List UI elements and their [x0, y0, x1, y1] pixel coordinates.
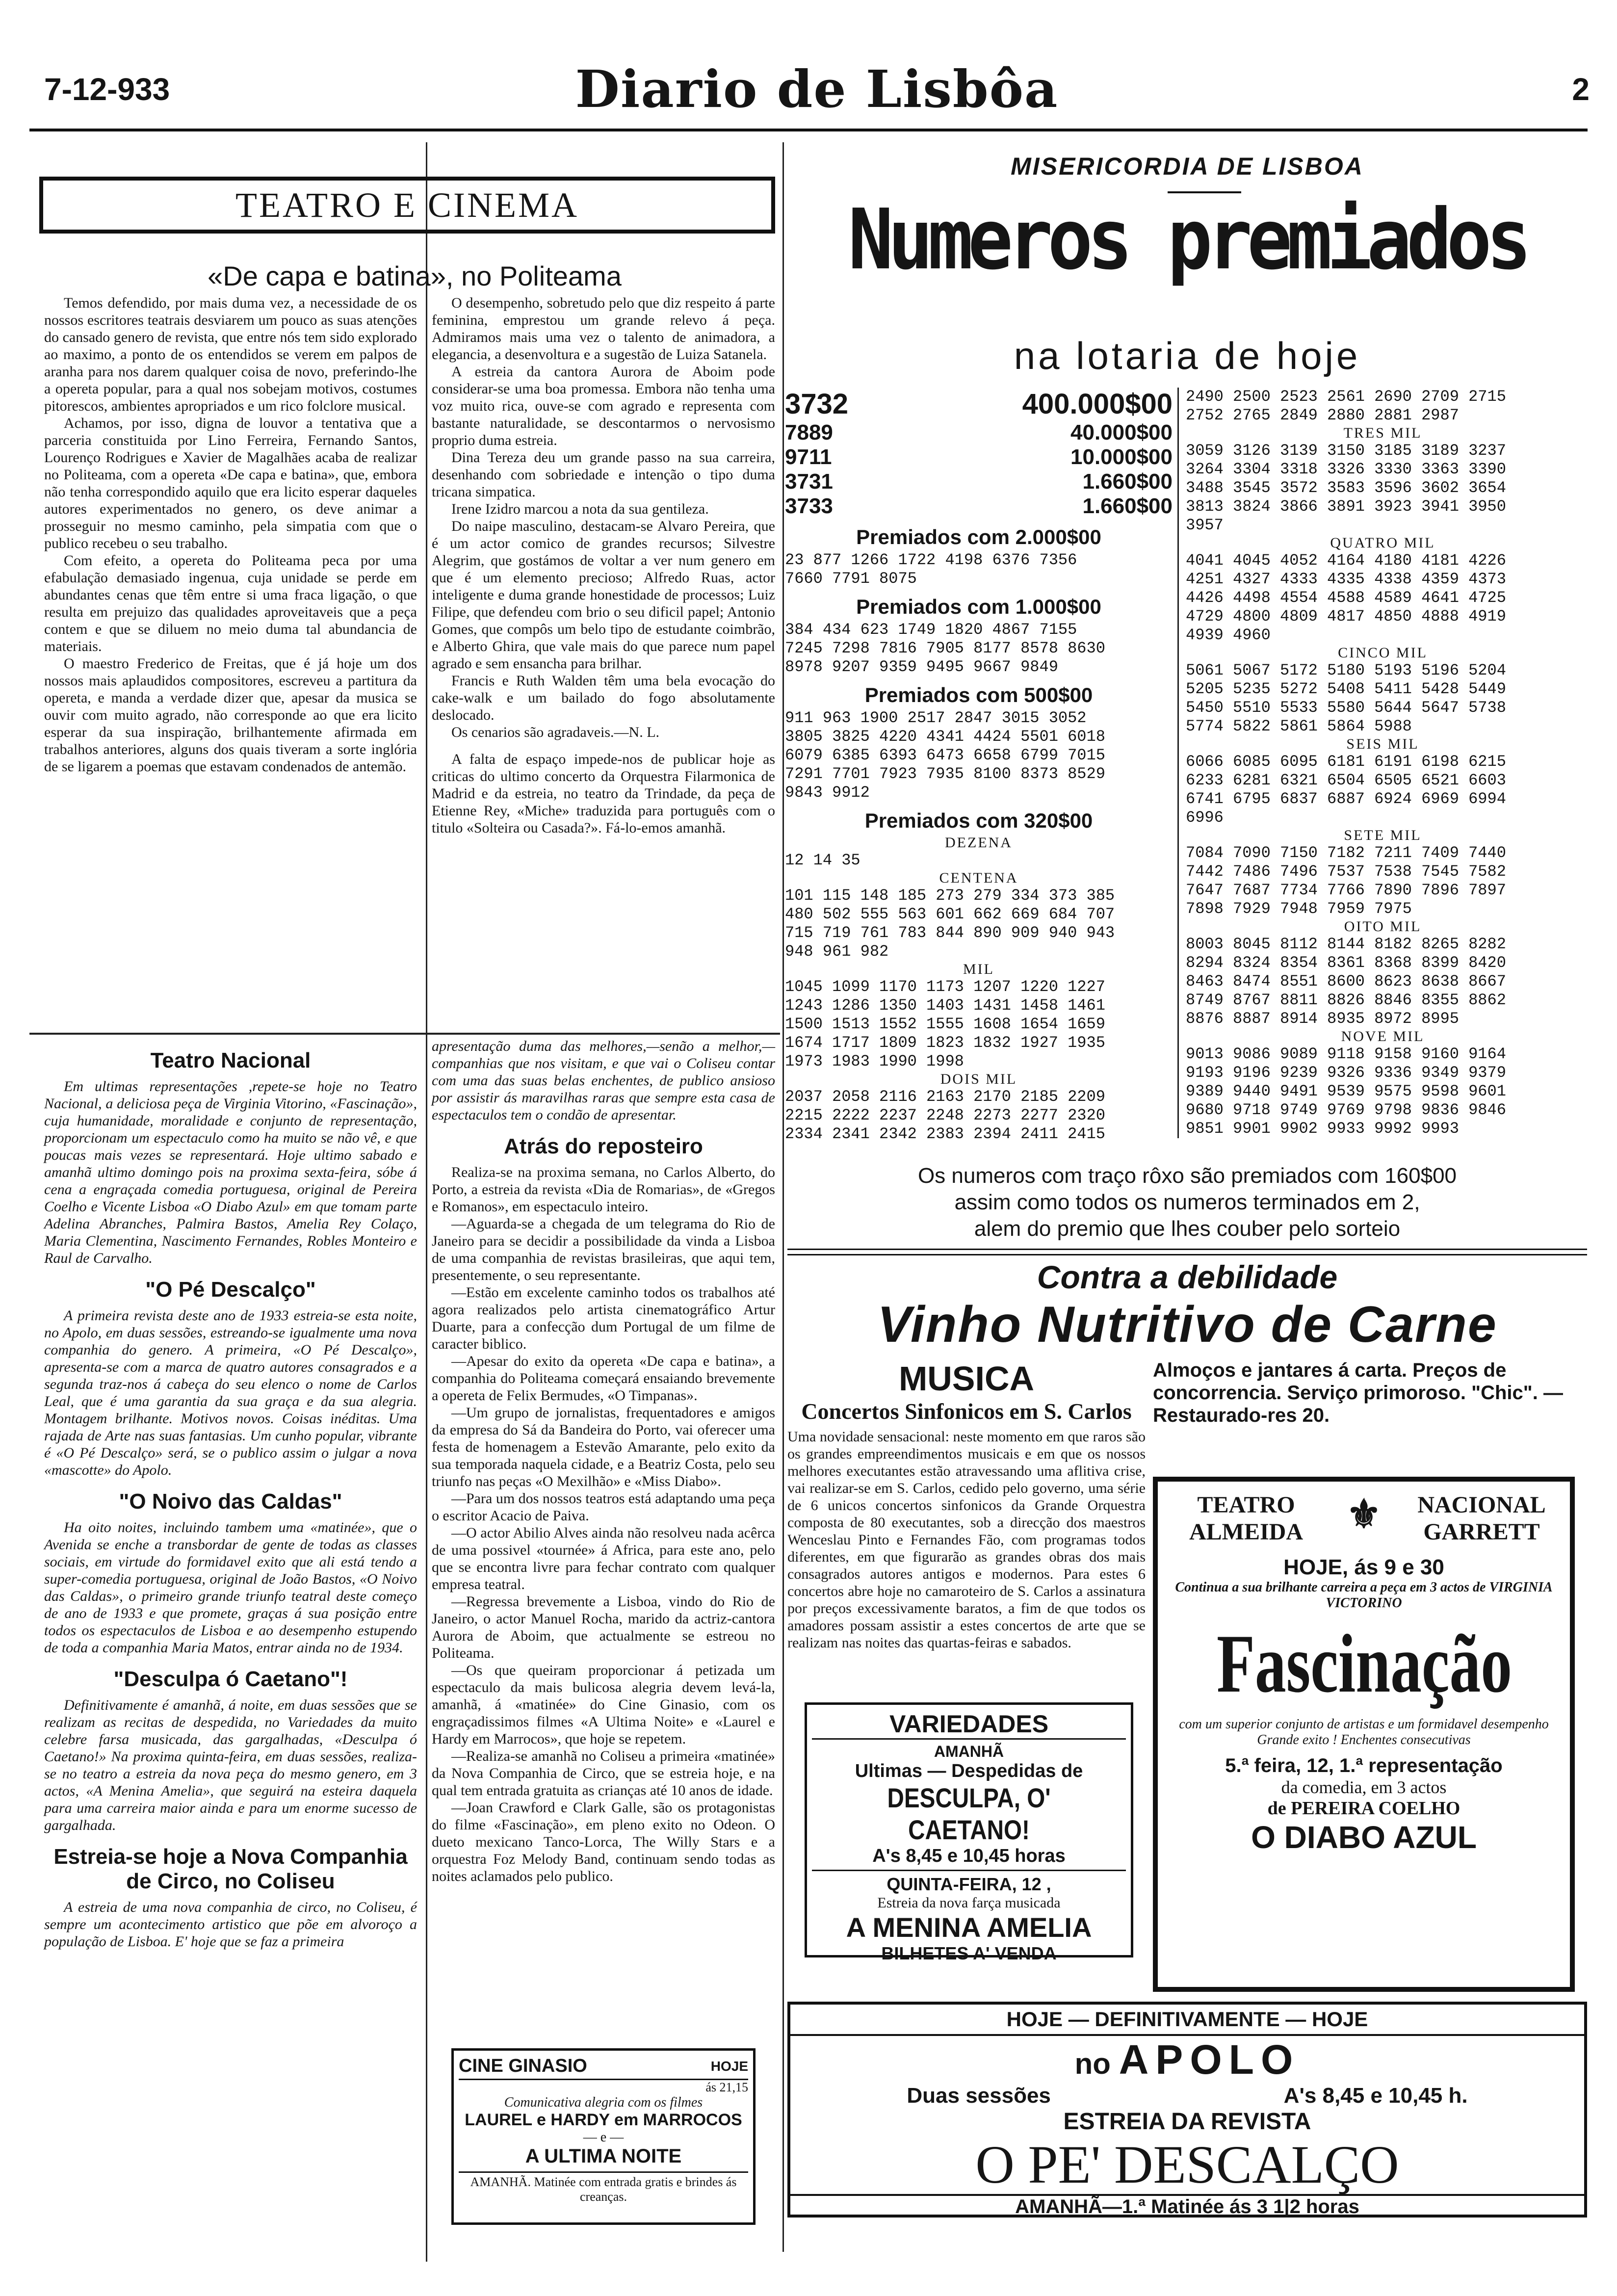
number-line: 9851 9901 9902 9933 9992 9993 [1186, 1120, 1459, 1138]
desculpa-caetano-heading: "Desculpa ó Caetano"! [113, 1667, 348, 1691]
number-line: 1045 1099 1170 1173 1207 1220 1227 [785, 978, 1105, 996]
number-line: 2215 2222 2237 2248 2273 2277 2320 [785, 1106, 1105, 1124]
diabo-azul-title: O DIABO AZUL [1251, 1820, 1477, 1855]
paragraph: A falta de espaço impede-nos de publicar hoje as criticas do ultimo concerto da Orquestra Filarmonica de Madrid e da estreia, no teatro da Trindade, da peça de Etienne Rey, «Miche» traduzida para português com o titulo «Solteira ou Casada?». Fá-lo-emos amanhã. [432, 751, 775, 836]
number-line: 7660 7791 8075 [785, 570, 917, 588]
masthead [44, 59, 1590, 123]
vinho-ad [787, 1258, 1587, 1354]
prize-row [785, 388, 1173, 420]
number-line: 384 434 623 1749 1820 4867 7155 [785, 621, 1077, 639]
number-line: 9680 9718 9749 9769 9798 9836 9846 [1186, 1101, 1506, 1119]
paragraph: Dina Tereza deu um grande passo na sua carreira, desenhando com sobriedade e intenção o tipo duma tricana simpatica. [432, 449, 775, 500]
pe-descalco-heading: "O Pé Descalço" [145, 1278, 316, 1302]
category-heading: NOVE MIL [1341, 1028, 1425, 1044]
paragraph: O maestro Frederico de Freitas, que é já hoje um dos nossos mais aplaudidos compositores, escreveu a partitura da opereta, e manda a verdade dizer que, apesar da musica se ouvir com muito agrado, não corresponde ao que era licito esperar da sua inspiração, brilhantemente afirmada em trabalhos anteriores, alguns dos quais tiveram a sorte inglória de se ligarem a poemas que estavam condenados de antemão. [44, 655, 417, 775]
category-heading: SEIS MIL [1346, 736, 1419, 752]
number-line: 3957 [1186, 516, 1224, 534]
number-line: 6079 6385 6393 6473 6658 6799 7015 [785, 746, 1105, 764]
number-line: 6741 6795 6837 6887 6924 6969 6994 [1186, 790, 1506, 808]
paragraph: —Joan Crawford e Clark Galle, são os protagonistas do filme «Fascinação», em pleno exito no Odeon. O dueto mexicano Tanco-Lorca, The Willy Stars e a orquestra Foz Melody Band, continuam sendo todas as noites aclamados pelo publico. [432, 1800, 775, 1884]
apolo-name: APOLO [1119, 2036, 1300, 2083]
crest-icon: ⚜ [1346, 1493, 1382, 1537]
apolo-ad [787, 2002, 1587, 2218]
number-line: 9389 9440 9491 9539 9575 9598 9601 [1186, 1082, 1506, 1100]
number-line: 6996 [1186, 809, 1224, 827]
prize-number: 3733 [785, 494, 833, 518]
paragraph: —Apesar do exito da opereta «De capa e batina», a companhia do Politeama começará ensaiando brevemente a opereta de Felix Bermudes, «O Timpanas». [432, 1353, 775, 1404]
number-line: 7442 7486 7496 7537 7538 7545 7582 [1186, 862, 1506, 881]
ad-text: QUINTA-FEIRA, 12 , [887, 1874, 1051, 1894]
paragraph: Ha oito noites, incluindo tambem uma «matinée», que o Avenida se enche a transbordar de gente de todas as classes sociais, em virtude do formidavel exito que ali está tendo a super-comedia portuguesa, original de João Bastos, «O Noivo das Caldas», o primeiro grande triunfo teatral deste começo de ano de 1933 e que promete, graças á sua posição entre todos os espectaculos de Lisboa e ao desempenho estupendo de toda a companhia Maria Matos, entrar ainda no de 1934. [44, 1519, 417, 1656]
cine-and: — e — [583, 2130, 624, 2145]
number-line: 9013 9086 9089 9118 9158 9160 9164 [1186, 1045, 1506, 1063]
ad-text: AMANHÃ—1.ª Matinée ás 3 1|2 horas [790, 2194, 1584, 2218]
paragraph: Achamos, por isso, digna de louvor a tentativa que a parceria constituida por Lino Ferreira, Fernando Santos, Lourenço Rodrigues e Xavier de Magalhães acaba de realizar no Politeama, com a opereta «De capa e batina», que, embora não tenha correspondido aquilo que era licito esperar daqueles autores experimentados no genero, os deve animar a prosseguir no mesmo caminho, pela simpatia com que o publico recebeu o seu trabalho. [44, 415, 417, 551]
prize-number: 3732 [785, 388, 849, 420]
ad-text: A's 8,45 e 10,45 horas [812, 1846, 1126, 1871]
teatro-column-1 [44, 294, 417, 775]
number-line: 3805 3825 4220 4341 4424 5501 6018 [785, 728, 1105, 746]
number-line: 4729 4800 4809 4817 4850 4888 4919 [1186, 607, 1506, 626]
footnote-line: Os numeros com traço rôxo são premiados com 160$00 [917, 1164, 1457, 1188]
paragraph: Do naipe masculino, destacam-se Alvaro Pereira, que é um actor comico de grandes recursos; Silvestre Alegrim, que gostámos de voltar a ver num genero em que é um elemento precioso; Alfredo Ruas, actor inteligente e duma grande honestidade de processos; Luiz Filipe, que defendeu com brio o seu dificil papel; Antonio Gomes, que compôs um belo tipo de estudante coimbrão, e Alberto Ghira, que vale mais do que parece num papel agrado e sem ensancha para brilhar. [432, 518, 775, 672]
number-line: 1243 1286 1350 1403 1431 1458 1461 [785, 996, 1105, 1015]
number-line: 7291 7701 7923 7935 8100 8373 8529 [785, 765, 1105, 783]
column-divider [426, 1035, 427, 2262]
lotaria-left-column [785, 388, 1173, 1144]
numeros-premiados-title: Numeros premiados [848, 191, 1527, 288]
politeama-subhead: «De capa e batina», no Politeama [208, 261, 622, 291]
number-line: 9843 9912 [785, 783, 870, 802]
number-line: 101 115 148 185 273 279 334 373 385 [785, 887, 1115, 905]
number-line: 715 719 761 783 844 890 909 940 943 [785, 924, 1115, 942]
paragraph: —Aguarda-se a chegada de um telegrama do Rio de Janeiro para se decidir a possibilidade da vinda a Lisboa de uma companhia de revistas brasileiras, que aqui tem, presentemente, o seu representante. [432, 1216, 775, 1283]
number-line: 3488 3545 3572 3583 3596 3602 3654 [1186, 479, 1506, 497]
number-line: 2490 2500 2523 2561 2690 2709 2715 [1186, 388, 1506, 406]
number-line: 2037 2058 2116 2163 2170 2185 2209 [785, 1088, 1105, 1106]
paragraph: Realiza-se na proxima semana, no Carlos Alberto, do Porto, a estreia da revista «Dia de Romarias», de «Gregos e Romanos», em espectaculo inteiro. [432, 1164, 775, 1215]
prize-number: 9711 [785, 445, 832, 469]
prize-row [785, 470, 1173, 494]
number-line: 6066 6085 6095 6181 6191 6198 6215 [1186, 753, 1506, 771]
variedades-ad [805, 1702, 1133, 1963]
vinho-title: Vinho Nutritivo de Carne [877, 1296, 1497, 1353]
ad-text: HOJE — DEFINITIVAMENTE — HOJE [790, 2005, 1584, 2036]
hatched-rule [787, 1249, 1587, 1255]
vinho-line: Contra a debilidade [1037, 1259, 1338, 1295]
number-line: 3813 3824 3866 3891 3923 3941 3950 [1186, 497, 1506, 516]
cine-matinee: AMANHÃ. Matinée com entrada gratis e brindes ás creanças. [459, 2171, 748, 2204]
number-line: 8978 9207 9359 9495 9667 9849 [785, 658, 1058, 676]
cine-hoje: HOJE [710, 2058, 748, 2074]
prize-value: 10.000$00 [1070, 445, 1173, 469]
column-divider [782, 142, 784, 2252]
number-line: 3264 3304 3318 3326 3330 3363 3390 [1186, 460, 1506, 478]
number-line: 3059 3126 3139 3150 3185 3189 3237 [1186, 442, 1506, 460]
reposteiro-column [432, 1038, 775, 1885]
category-heading: OITO MIL [1344, 918, 1422, 935]
ad-text: no [1074, 2047, 1111, 2080]
musica-subhead: Concertos Sinfonicos em S. Carlos [801, 1399, 1132, 1424]
paragraph: —Realiza-se amanhã no Coliseu a primeira «matinée» da Nova Companhia de Circo, que se estreia hoje, e na qual tem entrada gratuita as crianças até 10 anos de idade. [432, 1748, 775, 1799]
paragraph: —Regressa brevemente a Lisboa, vindo do Rio de Janeiro, o actor Manuel Rocha, marido da actriz-cantora Aurora de Aboim, que actualmente se estreou no Politeama. [432, 1593, 775, 1661]
atras-do-reposteiro-heading: Atrás do reposteiro [504, 1134, 703, 1158]
ad-text: 5.ª feira, 12, 1.ª representação [1225, 1755, 1503, 1776]
number-line: 1500 1513 1552 1555 1608 1654 1659 [785, 1015, 1105, 1033]
category-heading: QUATRO MIL [1330, 535, 1435, 551]
theatre-notes-column [44, 1038, 417, 1950]
teatro-nacional-heading: Teatro Nacional [150, 1048, 311, 1072]
cine-name: CINE GINASIO [459, 2056, 587, 2076]
number-line: 7084 7090 7150 7182 7211 7409 7440 [1186, 844, 1506, 862]
teatro-nacional-ad [1153, 1477, 1575, 1992]
number-line: 6233 6281 6321 6504 6505 6521 6603 [1186, 771, 1506, 789]
paragraph: A primeira revista deste ano de 1933 estreia-se esta noite, no Apolo, em duas sessões, estreando-se igualmente uma nova companhia do genero. A primeira, «O Pé Descalço», apresenta-se com a marca de quatro autores consagrados e a segunda traz-nos á cabeça do seu elenco o nome de Carlos Leal, que é uma garantia da sua graça e da sua alegria. Montagem brilhante. Motivos novos. Coisas inéditas. Uma rajada de Arte nas suas fantasias. Um cunho popular, vibrante é «O Pé Descalço» será, se o publico assim o julgar a nova «mascotte» do Apolo. [44, 1307, 417, 1478]
prize-value: 400.000$00 [1022, 388, 1173, 420]
number-line: 4426 4498 4554 4588 4589 4641 4725 [1186, 589, 1506, 607]
number-line: 2752 2765 2849 2880 2881 2987 [1186, 406, 1459, 424]
number-line: 5450 5510 5533 5580 5644 5647 5738 [1186, 699, 1506, 717]
ad-text: de PEREIRA COELHO [1267, 1798, 1461, 1819]
ad-text: da comedia, em 3 actos [1281, 1777, 1447, 1797]
category-heading: SETE MIL [1344, 827, 1422, 843]
number-line: 23 877 1266 1722 4198 6376 7356 [785, 551, 1077, 569]
paragraph: Definitivamente é amanhã, á noite, em duas sessões que se realizam as recitas de despedida, no Variedades da muito celebre farsa musicada, das gargalhadas, «Desculpa ó Caetano!» Na proxima quinta-feira, em duas sessões, realiza-se no teatro a estreia da nova peça do mesmo genero, em 3 actos, «A Menina Amelia», que seguirá na esteira daquela para uma carreira maior ainda e para um enorme sucesso de gargalhada. [44, 1697, 417, 1833]
group-heading: Premiados com 320$00 [864, 809, 1093, 832]
ad-time: HOJE, ás 9 e 30 [1283, 1555, 1444, 1579]
number-line: 480 502 555 563 601 662 669 684 707 [785, 905, 1115, 923]
prize-value: 1.660$00 [1082, 470, 1173, 494]
fascinacao-title: Fascinação [1217, 1618, 1513, 1710]
cine-ginasio-ad [451, 2048, 756, 2225]
number-line: 911 963 1900 2517 2847 3015 3052 [785, 709, 1087, 727]
group-heading: Premiados com 500$00 [864, 683, 1093, 706]
misericordia-heading: MISERICORDIA DE LISBOA [1011, 153, 1364, 180]
paragraph: A estreia de uma nova companhia de circo, no Coliseu, é sempre um acontecimento artistico que põe em alvoroço a população de Lisboa. E' hoje que se faz a primeira [44, 1899, 417, 1950]
ad-text: Continua a sua brilhante carreira a peça em 3 actos de VIRGINIA VICTORINO [1175, 1580, 1553, 1611]
paragraph: Temos defendido, por mais duma vez, a necessidade de os nossos escritores teatrais desviarem um pouco as suas atenções do cansado genero de revista, que entre nós tem sido explorado ao maximo, a ponto de os entendidos se verem em palpos de aranha para nos darem qualquer coisa de novo, preferindo-lhe a opereta popular, para a qual nos sobejam motivos, costumes pitorescos, ambientes apropriados e um rico folclore musical. [44, 295, 417, 414]
number-line: 1973 1983 1990 1998 [785, 1052, 964, 1070]
number-line: 8876 8887 8914 8935 8972 8995 [1186, 1010, 1459, 1028]
section-rule [29, 1033, 780, 1035]
number-line: 4251 4327 4333 4335 4338 4359 4373 [1186, 570, 1506, 588]
group-heading: Premiados com 1.000$00 [856, 595, 1101, 618]
lotaria-subtitle: na lotaria de hoje [1014, 334, 1361, 377]
paragraph: Francis e Ruth Walden têm uma bela evocação do cake-walk e um bailado do fogo absolutamente deslocado. [432, 673, 775, 723]
issue-date: 7-12-933 [44, 72, 170, 107]
teatro-cinema-heading: TEATRO E CINEMA [39, 177, 775, 234]
ad-text: com um superior conjunto de artistas e um formidavel desempenho Grande exito ! Enchentes consecutivas [1179, 1717, 1549, 1748]
paragraph: —Para um dos nossos teatros está adaptando uma peça o escritor Acacio de Paiva. [432, 1490, 775, 1524]
theatre-name: TEATRO ALMEIDA [1189, 1492, 1303, 1545]
circo-heading: Estreia-se hoje a Nova Companhia de Circo, no Coliseu [53, 1845, 408, 1893]
number-line: 7245 7298 7816 7905 8177 8578 8630 [785, 639, 1105, 657]
paragraph: —O actor Abilio Alves ainda não resolveu nada acêrca de uma possivel «tournée» á Africa, para este ano, pelo que se encontra livre para fechar contrato com qualquer empresa teatral. [432, 1525, 775, 1592]
paragraph: Com efeito, a opereta do Politeama peca por uma efabulação demasiado ingenua, cuja unidade se perde em abundantes cenas que têm entre si uma fraca ligação, o que resulta em prejuizo das qualidades aproveitaveis que a peça contem e que se diluem no meio duma tal abundancia de materiais. [44, 552, 417, 654]
number-line: 8294 8324 8354 8361 8368 8399 8420 [1186, 954, 1506, 972]
group-heading: Premiados com 2.000$00 [856, 525, 1101, 548]
cine-film: A ULTIMA NOITE [525, 2145, 682, 2167]
number-line: 4939 4960 [1186, 626, 1271, 644]
page-number: 2 [1572, 72, 1590, 107]
paragraph: —Os que queiram proporcionar á petizada um espectaculo da mais bulicosa alegria devem levá-la, amanhã, á «matinée» do Cine Ginasio, com os engraçadissimos filmes «A Ultima Noite» e «Laurel e Hardy em Marrocos», que hoje se repetem. [432, 1662, 775, 1747]
musica-heading: MUSICA [898, 1359, 1035, 1398]
cine-film: LAUREL e HARDY em MARROCOS [465, 2111, 742, 2129]
theatre-name: NACIONAL GARRETT [1417, 1492, 1546, 1545]
paragraph: Irene Izidro marcou a nota da sua gentileza. [451, 501, 709, 517]
number-line: 2334 2341 2342 2383 2394 2411 2415 [785, 1125, 1105, 1143]
prize-row [785, 420, 1173, 445]
number-line: 12 14 35 [785, 851, 861, 869]
noivo-das-caldas-heading: "O Noivo das Caldas" [119, 1489, 342, 1513]
category-heading: CINCO MIL [1338, 645, 1428, 661]
newspaper-title: Diario de Lisbôa [575, 59, 1059, 119]
number-line: 8749 8767 8811 8826 8846 8355 8862 [1186, 991, 1506, 1009]
masthead-rule [29, 129, 1588, 131]
paragraph: Os cenarios são agradaveis.—N. L. [451, 724, 660, 740]
paragraph: Em ultimas representações ,repete-se hoje no Teatro Nacional, a deliciosa peça de Virginia Vitorino, «Fascinação», cuja humanidade, moralidade e conjunto de representação, proporcionam um espectaculo como ha muito se não vê, e que poucas mais vezes se representará. Hoje ultimo sabado e amanhã ultimo domingo pois na proxima sexta-feira, sóbe á cena a engraçada comedia portuguesa, original de Pereira Coelho e Vicente Lisboa «O Diabo Azul» em que tomam parte Adelina Abranches, Palmira Bastos, Amelia Rey Colaço, Maria Clementina, Nascimento Fernandes, Robles Monteiro e Raul de Carvalho. [44, 1078, 417, 1266]
paragraph: O desempenho, sobretudo pelo que diz respeito á parte feminina, emprestou um grande relevo á peça. Admiramos mais uma vez o talento de animadora, a elegancia, a desenvoltura e a sugestão de Luiza Satanela. [432, 295, 775, 363]
number-line: 7898 7929 7948 7959 7975 [1186, 900, 1412, 918]
lotaria-footnote [787, 1163, 1587, 1242]
number-line: 5061 5067 5172 5180 5193 5196 5204 [1186, 661, 1506, 679]
prize-value: 40.000$00 [1070, 420, 1173, 444]
ad-text: Estreia da nova farça musicada [877, 1895, 1061, 1911]
cine-line: Comunicativa alegria com os filmes [504, 2095, 703, 2110]
lotaria-right-column [1177, 388, 1580, 1138]
number-line: 8463 8474 8551 8600 8623 8638 8667 [1186, 972, 1506, 991]
cine-time: ás 21,15 [705, 2080, 748, 2094]
number-line: 9193 9196 9239 9326 9336 9349 9379 [1186, 1064, 1506, 1082]
musica-text: Uma novidade sensacional: neste momento em que raros são os grandes empreendimentos musicais e em que os nossos melhores executantes estão atravessando uma aflitiva crise, vai realizar-se em S. Carlos, cedido pelo governo, uma série de 6 unicos concertos sinfonicos da Grande Orquestra composta de 80 executantes, sob a direcção dos maestros Wenceslau Pinto e Fernandes Fão, com programas todos diferentes, em que figurarão as grandes obras dos mais consagrados autores antigos e modernos. Para estes 6 concertos abre hoje no camaroteiro de S. Carlos a assinatura por preços excessivamente baratos, a fim de que todos os amadores possam assistir a estes concertos de arte que se realizam nas noites das quartas-feiras e sabados. [787, 1429, 1146, 1651]
paragraph: apresentação duma das melhores,—senão a melhor,—companhias que nos visitam, e que vai o Coliseu contar com uma das suas belas enchentes, de publico ansioso por assistir ás maravilhas raras que sempre esta casa de espectaculos tem o condão de apresentar. [432, 1038, 775, 1123]
ad-text: AMANHÃ [934, 1743, 1004, 1760]
pe-descalco-title: O PE' DESCALÇO [975, 2135, 1399, 2194]
ad-text: Duas sessões [907, 2084, 1051, 2108]
desculpa-title: DESCULPA, O' CAETANO! [887, 1782, 1051, 1845]
prize-number: 3731 [785, 470, 833, 494]
category-heading: CENTENA [939, 870, 1018, 886]
menina-amelia-title: A MENINA AMELIA [846, 1912, 1092, 1943]
ad-text: BILHETES A' VENDA [881, 1943, 1057, 1963]
prize-row [785, 445, 1173, 470]
musica-section [787, 1359, 1146, 1651]
number-line: 7647 7687 7734 7766 7890 7896 7897 [1186, 881, 1506, 899]
prize-value: 1.660$00 [1082, 494, 1173, 518]
number-line: 1674 1717 1809 1823 1832 1927 1935 [785, 1034, 1105, 1052]
teatro-column-2 [432, 294, 775, 836]
prize-row [785, 494, 1173, 519]
category-heading: DOIS MIL [940, 1071, 1017, 1087]
variedades-heading: VARIEDADES [812, 1710, 1126, 1740]
category-heading: DEZENA [945, 835, 1013, 851]
footnote-line: alem do premio que lhes couber pelo sorteio [974, 1217, 1401, 1241]
category-heading: MIL [963, 961, 994, 977]
category-heading: TRES MIL [1343, 425, 1422, 441]
number-line: 5774 5822 5861 5864 5988 [1186, 717, 1412, 735]
number-line: 4041 4045 4052 4164 4180 4181 4226 [1186, 551, 1506, 570]
footnote-line: assim como todos os numeros terminados em 2, [954, 1190, 1420, 1214]
number-line: 5205 5235 5272 5408 5411 5428 5449 [1186, 680, 1506, 698]
chic-restaurant-ad: Almoços e jantares á carta. Preços de concorrencia. Serviço primoroso. "Chic". — Restaurado-res 20. [1153, 1359, 1563, 1426]
ad-text: Ultimas — Despedidas de [855, 1761, 1083, 1781]
ad-text: ESTREIA DA REVISTA [1063, 2109, 1311, 2135]
number-line: 948 961 982 [785, 942, 889, 961]
number-line: 8003 8045 8112 8144 8182 8265 8282 [1186, 935, 1506, 953]
paragraph: A estreia da cantora Aurora de Aboim pode considerar-se uma boa promessa. Embora não tenha uma voz muito rica, ouve-se com agrado e representa com bastante naturalidade, se descontarmos o nervosismo proprio duma estreia. [432, 364, 775, 448]
ad-text: A's 8,45 e 10,45 h. [1283, 2084, 1468, 2108]
prize-number: 7889 [785, 420, 833, 444]
paragraph: —Um grupo de jornalistas, frequentadores e amigos da empresa do Sá da Bandeira do Porto, vai oferecer uma festa de homenagem a Estevão Amarante, pelo exito da sua temporada naquela cidade, e a Beatriz Costa, pelo seu triunfo nas peças «O Mexilhão» e «Miss Diabo». [432, 1405, 775, 1489]
paragraph: —Estão em excelente caminho todos os trabalhos até agora realizados pelo artista cinematográfico Artur Duarte, para a confecção dum Portugal de um filme de caracter biblico. [432, 1284, 775, 1352]
